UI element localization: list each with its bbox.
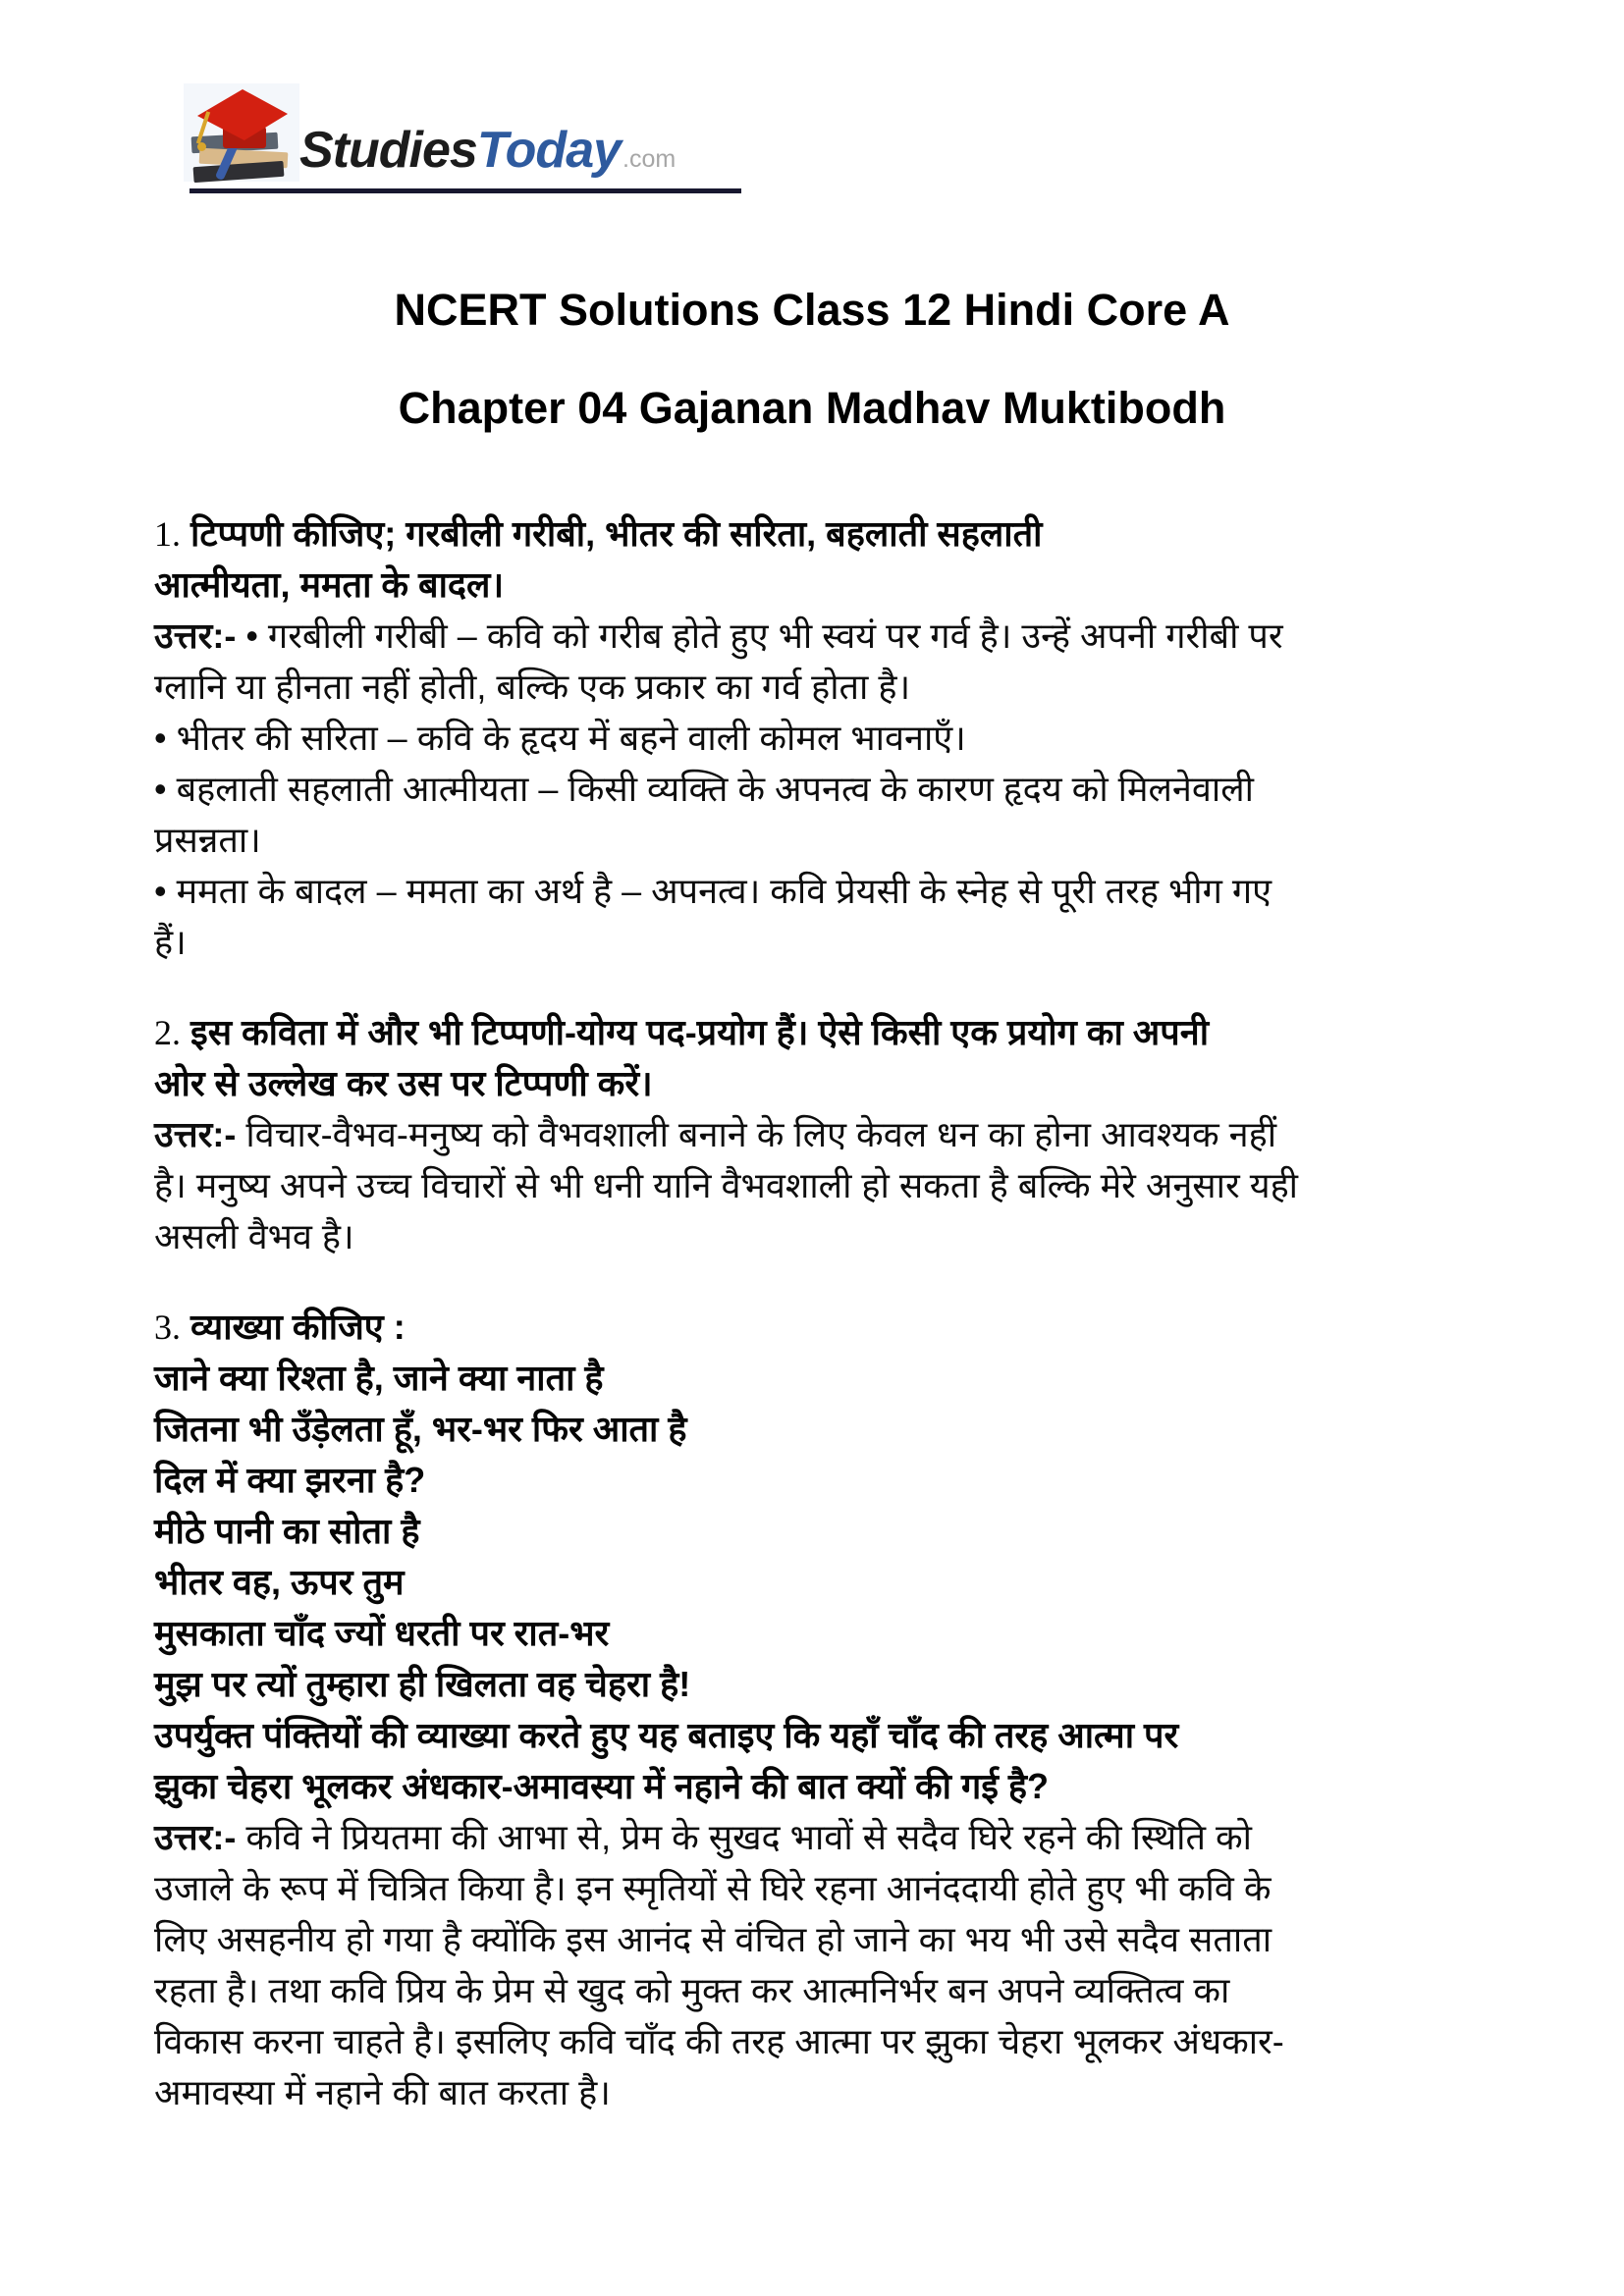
question-2-block — [154, 1007, 1470, 1262]
answer-line: • ममता के बादल – ममता का अर्थ है – अपनत्व। कवि प्रेयसी के स्नेह से पूरी तरह भीग गए — [154, 871, 1272, 911]
answer-line: है। मनुष्य अपने उच्च विचारों से भी धनी यानि वैभवशाली हो सकता है बल्कि मेरे अनुसार यही — [154, 1165, 1299, 1205]
poem-line: मुसकाता चाँद ज्यों धरती पर रात-भर — [154, 1613, 610, 1653]
answer-line: असली वैभव है। — [154, 1216, 354, 1256]
answer-line: उजाले के रूप में चित्रित किया है। इन स्मृतियों से घिरे रहना आनंददायी होते हुए भी कवि के — [154, 1868, 1272, 1908]
poem-line: मुझ पर त्यों तुम्हारा ही खिलता वह चेहरा है! — [154, 1664, 691, 1704]
answer-line: विकास करना चाहते है। इसलिए कवि चाँद की तरह आत्मा पर झुका चेहरा भूलकर अंधकार- — [154, 2021, 1284, 2061]
studiestoday-logo — [184, 83, 773, 193]
answer-line: लिए असहनीय हो गया है क्योंकि इस आनंद से वंचित हो जाने का भय भी उसे सदैव सताता — [154, 1919, 1272, 1959]
answer-line — [154, 1109, 1470, 1160]
answer-line: हैं। — [154, 922, 187, 962]
answer-label: उत्तर:- — [154, 615, 237, 656]
poem-line: मीठे पानी का सोता है — [154, 1511, 420, 1551]
question-line — [154, 1007, 1470, 1058]
logo-today-text: Today — [476, 122, 622, 179]
answer-line — [154, 611, 1470, 662]
answer-label: उत्तर:- — [154, 1817, 237, 1857]
question-text: व्याख्या कीजिए : — [190, 1307, 406, 1347]
answer-text: विचार-वैभव-मनुष्य को वैभवशाली बनाने के लिए केवल धन का होना आवश्यक नहीं — [245, 1114, 1277, 1154]
answer-text: • गरबीली गरीबी – कवि को गरीब होते हुए भी स्वयं पर गर्व है। उन्हें अपनी गरीबी पर — [245, 615, 1283, 656]
question-number: 1. — [154, 514, 181, 554]
question-number: 3. — [154, 1308, 181, 1347]
tassel-knob-icon — [197, 142, 206, 151]
answer-line: ग्लानि या हीनता नहीं होती, बल्कि एक प्रकार का गर्व होता है। — [154, 667, 911, 707]
poem-line: भीतर वह, ऊपर तुम — [154, 1562, 405, 1602]
question-3-block — [154, 1302, 1470, 2118]
answer-line: रहता है। तथा कवि प्रिय के प्रेम से खुद को मुक्त कर आत्मनिर्भर बन अपने व्यक्तित्व का — [154, 1970, 1230, 2010]
question-number: 2. — [154, 1013, 181, 1052]
question-line: उपर्युक्त पंक्तियों की व्याख्या करते हुए यह बताइए कि यहाँ चाँद की तरह आत्मा पर — [154, 1715, 1179, 1755]
question-line: ओर से उल्लेख कर उस पर टिप्पणी करें। — [154, 1063, 653, 1103]
question-1-block — [154, 508, 1470, 968]
answer-text: कवि ने प्रियतमा की आभा से, प्रेम के सुखद भावों से सदैव घिरे रहने की स्थिति को — [245, 1817, 1253, 1857]
chapter-title: Chapter 04 Gajanan Madhav Muktibodh — [398, 382, 1226, 433]
logo-studies-text: Studies — [299, 122, 477, 179]
books-graduation-cap-icon — [184, 83, 299, 182]
question-line: झुका चेहरा भूलकर अंधकार-अमावस्या में नहाने की बात क्यों की गई है? — [154, 1766, 1050, 1806]
page-title: NCERT Solutions Class 12 Hindi Core A — [394, 285, 1230, 335]
logo-wordmark — [299, 122, 677, 182]
question-line: आत्मीयता, ममता के बादल। — [154, 564, 505, 605]
logo-underline — [189, 188, 741, 193]
answer-line: अमावस्या में नहाने की बात करता है। — [154, 2072, 611, 2112]
question-text: टिप्पणी कीजिए; गरबीली गरीबी, भीतर की सरिता, बहलाती सहलाती — [190, 513, 1043, 554]
answer-label: उत्तर:- — [154, 1114, 237, 1154]
question-line — [154, 508, 1470, 560]
book-spine-icon — [193, 161, 285, 183]
logo-tld-text: .com — [623, 145, 677, 173]
answer-line: • बहलाती सहलाती आत्मीयता – किसी व्यक्ति के अपनत्व के कारण हृदय को मिलनेवाली — [154, 769, 1254, 809]
answer-line — [154, 1812, 1470, 1863]
poem-line: दिल में क्या झरना है? — [154, 1460, 426, 1500]
answer-line: प्रसन्नता। — [154, 820, 261, 860]
question-line — [154, 1302, 1470, 1353]
poem-line: जाने क्या रिश्ता है, जाने क्या नाता है — [154, 1358, 604, 1398]
answer-line: • भीतर की सरिता – कवि के हृदय में बहने वाली कोमल भावनाएँ। — [154, 718, 966, 758]
question-text: इस कविता में और भी टिप्पणी-योग्य पद-प्रयोग हैं। ऐसे किसी एक प्रयोग का अपनी — [190, 1012, 1210, 1052]
poem-line: जितना भी उँड़ेलता हूँ, भर-भर फिर आता है — [154, 1409, 687, 1449]
